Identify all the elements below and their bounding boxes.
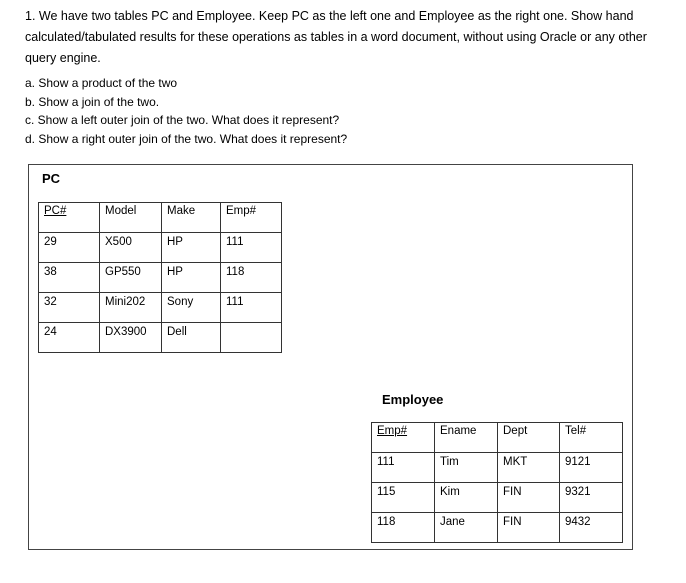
table-cell: FIN [498,513,560,543]
pc-table-header-row [39,203,282,233]
table-row [39,293,282,323]
table-cell: X500 [100,233,162,263]
table-row [39,323,282,353]
table-cell: 111 [372,453,435,483]
table-row [372,453,623,483]
employee-table [371,422,623,543]
table-cell: Dell [162,323,221,353]
question-list [25,74,347,148]
employee-table-title: Employee [382,392,444,407]
table-row [372,513,623,543]
table-cell: Sony [162,293,221,323]
table-cell: 9321 [560,483,623,513]
table-row [39,233,282,263]
table-cell: 118 [372,513,435,543]
question-item-b: b. Show a join of the two. [25,94,160,109]
table-cell: 24 [39,323,100,353]
employee-header-ename: Ename [435,423,498,453]
table-cell: Tim [435,453,498,483]
pc-table-title: PC [42,171,61,186]
table-cell: MKT [498,453,560,483]
question-item-c: c. Show a left outer join of the two. What does it represent? [25,113,340,127]
employee-header-dept: Dept [498,423,560,453]
table-cell: HP [162,233,221,263]
table-cell: DX3900 [100,323,162,353]
table-cell: GP550 [100,263,162,293]
pc-header-make: Make [162,203,221,233]
table-row [372,483,623,513]
table-cell [221,323,282,353]
table-row [39,263,282,293]
table-cell: FIN [498,483,560,513]
table-cell: 118 [221,263,282,293]
table-cell: 38 [39,263,100,293]
table-cell: 111 [221,233,282,263]
pc-table [38,202,282,353]
pc-header-pc-number: PC# [39,203,100,233]
question-intro: 1. We have two tables PC and Employee. Keep PC as the left one and Employee as the right one. Show hand calculated/tabulated results for these operations as tables in a word document, without using Oracle or any other query engine. [25,9,647,65]
question-item-d: d. Show a right outer join of the two. What does it represent? [25,131,348,146]
table-cell: Kim [435,483,498,513]
table-cell: 115 [372,483,435,513]
employee-header-emp-number: Emp# [372,423,435,453]
question-item-a: a. Show a product of the two [25,76,178,90]
table-cell: 9432 [560,513,623,543]
table-cell: 111 [221,293,282,323]
table-cell: HP [162,263,221,293]
pc-header-model: Model [100,203,162,233]
employee-table-header-row [372,423,623,453]
table-cell: 9121 [560,453,623,483]
employee-header-tel-number: Tel# [560,423,623,453]
table-cell: 32 [39,293,100,323]
pc-header-emp-number: Emp# [221,203,282,233]
table-cell: Mini202 [100,293,162,323]
table-cell: Jane [435,513,498,543]
table-cell: 29 [39,233,100,263]
